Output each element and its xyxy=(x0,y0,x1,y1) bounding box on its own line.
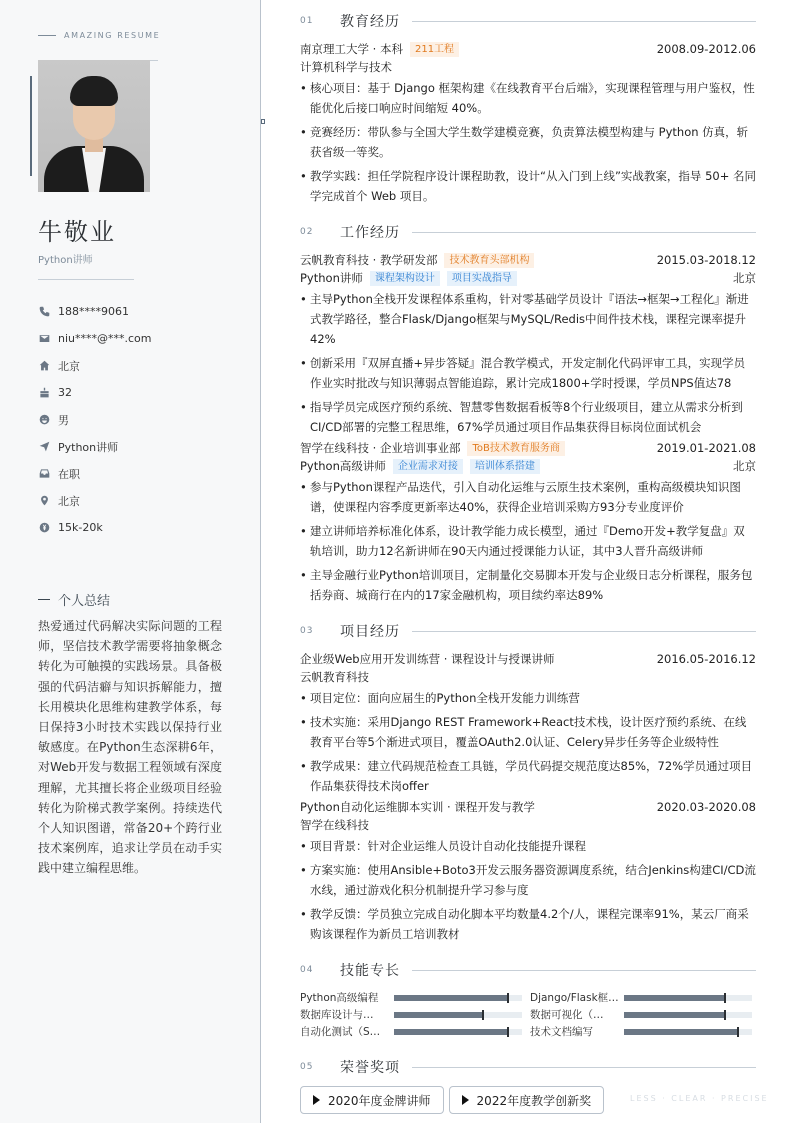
list-item: • 参与Python课程产品迭代，引入自动化运维与云原生技术案例，重构高级模块知识图谱，使课程内容季度更新率达40%，获得企业培训采购方93分专业度评价 xyxy=(300,477,756,517)
work-header xyxy=(300,439,756,457)
list-item: • 教学实践：担任学院程序设计课程助教，设计“从入门到上线”实战教案，指导 50+ 名同学完成首个 Web 项目。 xyxy=(300,166,756,206)
project-date: 2020.03-2020.08 xyxy=(656,800,756,814)
work-date: 2019.01-2021.08 xyxy=(656,441,756,455)
work-subheader xyxy=(300,457,756,475)
school-name: 南京理工大学 · 本科 xyxy=(300,42,403,56)
play-icon xyxy=(462,1095,469,1105)
summary-dash xyxy=(38,599,50,600)
list-item: • 项目定位：面向应届生的Python全栈开发能力训练营 xyxy=(300,688,756,708)
work-city: 北京 xyxy=(733,459,756,473)
section-title: 教育经历 xyxy=(340,14,400,30)
section-number: 04 xyxy=(300,965,314,975)
summary-title xyxy=(38,590,110,609)
list-item: • 教学成果：建立代码规范检查工具链，学员代码提交规范度达85%，72%学员通过项目作品集获得技术岗offer xyxy=(300,756,756,796)
contact-position xyxy=(38,433,152,460)
skill-tag: 培训体系搭建 xyxy=(470,459,540,474)
contact-city xyxy=(38,352,152,379)
list-item: • 竞赛经历：带队参与全国大学生数学建模竞赛，负责算法模型构建与 Python 仿真，斩获省级一等奖。 xyxy=(300,122,756,162)
summary-title-text: 个人总结 xyxy=(58,594,111,609)
list-item: • 技术实施：采用Django REST Framework+React技术栈，设计医疗预约系统、在线教育平台等5个渐进式项目，覆盖OAuth2.0认证、Celery异步任务等企业级特性 xyxy=(300,712,756,752)
section-number: 01 xyxy=(300,16,314,26)
section-rule xyxy=(412,1067,756,1068)
section-title: 荣誉奖项 xyxy=(340,1060,400,1076)
contact-text: 188****9061 xyxy=(58,305,129,318)
section-rule xyxy=(412,970,756,971)
skill-item xyxy=(530,1024,756,1039)
skill-item xyxy=(530,990,756,1005)
skill-level-fill xyxy=(394,1012,484,1018)
award-label: 2020年度金牌讲师 xyxy=(328,1093,431,1108)
work-entry xyxy=(300,251,756,441)
company-tag: ToB技术教育服务商 xyxy=(467,441,564,456)
contact-text: Python讲师 xyxy=(58,440,119,454)
profile-photo xyxy=(38,60,150,192)
play-icon xyxy=(313,1095,320,1105)
contact-email xyxy=(38,325,152,352)
section-number: 03 xyxy=(300,626,314,636)
project-org: 云帆教育科技 xyxy=(300,670,369,684)
mail-icon xyxy=(38,333,50,345)
project-header xyxy=(300,798,756,816)
project-entry xyxy=(300,798,756,948)
project-name: 企业级Web应用开发训练营 · 课程设计与授课讲师 xyxy=(300,652,555,666)
skill-level-fill xyxy=(394,995,509,1001)
smile-icon xyxy=(38,414,50,426)
project-date: 2016.05-2016.12 xyxy=(656,652,756,666)
education-major: 计算机科学与技术 xyxy=(300,60,392,74)
contact-text: 在职 xyxy=(58,467,80,481)
skill-level-fill xyxy=(624,1029,739,1035)
section-number: 02 xyxy=(300,227,314,237)
list-item: • 建立讲师培养标准化体系，设计教学能力成长模型，通过『Demo开发+教学复盘』双轨培训，助力12名新讲师在90天内通过授课能力认证，其中3人晋升高级讲师 xyxy=(300,521,756,561)
list-item: • 教学反馈：学员独立完成自动化脚本平均数量4.2个/人，课程完课率91%，某云厂商采购该课程作为新员工培训教材 xyxy=(300,904,756,944)
contact-text: 男 xyxy=(58,413,69,427)
award-label: 2022年度教学创新奖 xyxy=(476,1093,592,1108)
school-tag: 211工程 xyxy=(410,42,459,57)
section-title: 技能专长 xyxy=(340,963,400,979)
contact-location xyxy=(38,487,152,514)
skill-item xyxy=(300,1007,530,1022)
company-tag: 技术教育头部机构 xyxy=(444,253,534,268)
section-number: 05 xyxy=(300,1062,314,1072)
education-entry xyxy=(300,40,756,210)
work-points xyxy=(300,289,756,437)
section-rule xyxy=(412,21,756,22)
job-title: Python讲师 xyxy=(300,271,363,285)
connector-marker xyxy=(261,119,265,124)
brand-text: AMAZING RESUME xyxy=(64,31,161,40)
skill-name: Python高级编程 xyxy=(300,992,379,1004)
section-header-awards xyxy=(300,1057,756,1077)
skill-name: 数据库设计与… xyxy=(300,1009,374,1021)
skill-tag: 课程架构设计 xyxy=(370,271,440,286)
brand xyxy=(38,31,160,40)
contact-list xyxy=(38,298,152,541)
skill-bar xyxy=(394,1012,522,1018)
money-icon xyxy=(38,522,50,534)
project-header xyxy=(300,650,756,668)
work-date: 2015.03-2018.12 xyxy=(656,253,756,267)
photo-accent-bar xyxy=(30,76,32,176)
skill-name: 技术文档编写 xyxy=(530,1026,593,1038)
education-points xyxy=(300,78,756,206)
skill-level-fill xyxy=(624,1012,726,1018)
section-rule xyxy=(412,232,756,233)
profile-role: Python讲师 xyxy=(38,255,93,266)
education-date: 2008.09-2012.06 xyxy=(656,42,756,56)
skill-tag: 项目实战指导 xyxy=(447,271,517,286)
skill-name: Django/Flask框… xyxy=(530,992,619,1004)
project-points xyxy=(300,836,756,944)
section-title: 项目经历 xyxy=(340,624,400,640)
home-icon xyxy=(38,360,50,372)
award-badge[interactable] xyxy=(449,1086,605,1114)
job-title: Python高级讲师 xyxy=(300,459,386,473)
skill-name: 数据可视化（… xyxy=(530,1009,604,1021)
project-points xyxy=(300,688,756,796)
contact-text: 32 xyxy=(58,386,72,399)
project-org: 智学在线科技 xyxy=(300,818,369,832)
list-item: • 指导学员完成医疗预约系统、智慧零售数据看板等8个行业级项目，建立从需求分析到CI/CD部署的完整工程思维，67%学员通过项目作品集获得目标岗位面试机会 xyxy=(300,397,756,437)
project-entry xyxy=(300,650,756,800)
divider xyxy=(38,279,134,280)
work-header xyxy=(300,251,756,269)
award-badge[interactable] xyxy=(300,1086,444,1114)
contact-status xyxy=(38,460,152,487)
send-icon xyxy=(38,441,50,453)
list-item: • 方案实施：使用Ansible+Boto3开发云服务器资源调度系统，结合Jenkins构建CI/CD流水线，通过游戏化积分机制提升学习参与度 xyxy=(300,860,756,900)
work-subheader xyxy=(300,269,756,287)
company-name: 智学在线科技 · 企业培训事业部 xyxy=(300,441,461,455)
section-rule xyxy=(412,631,756,632)
contact-gender xyxy=(38,406,152,433)
skill-item xyxy=(300,1024,530,1039)
skill-tag: 企业需求对接 xyxy=(393,459,463,474)
list-item: • 创新采用『双屏直播+异步答疑』混合教学模式，开发定制化代码评审工具，实现学员作业实时批改与知识薄弱点智能追踪，累计完成1800+学时授课，学员NPS值达78 xyxy=(300,353,756,393)
skill-bar xyxy=(394,1029,522,1035)
phone-icon xyxy=(38,306,50,318)
contact-text: 北京 xyxy=(58,494,80,508)
contact-salary xyxy=(38,514,152,541)
section-header-skills xyxy=(300,960,756,980)
section-header-education xyxy=(300,11,756,31)
project-name: Python自动化运维脚本实训 · 课程开发与教学 xyxy=(300,800,535,814)
contact-text: 北京 xyxy=(58,359,80,373)
skill-item xyxy=(300,990,530,1005)
section-title: 工作经历 xyxy=(340,225,400,241)
education-header xyxy=(300,40,756,58)
skill-bar xyxy=(624,1012,752,1018)
skill-name: 自动化测试（S… xyxy=(300,1026,381,1038)
skill-bar xyxy=(624,1029,752,1035)
summary-text: 热爱通过代码解决实际问题的工程师，坚信技术教学需要将抽象概念转化为可触摸的实践场景。具备极强的代码洁癖与知识拆解能力，擅长用模块化思维构建教学体系，每日保持3小时技术实践以保持行业敏感度。在Python生态深耕6年，对Web开发与数据工程领域有深度理解，尤其擅长将企业级项目经验转化为阶梯式教学案例。持续迭代个人知识图谱，常备20+个跨行业技术案例库，追求让学员在动手实践中建立编程思维。 xyxy=(38,619,222,876)
contact-text: niu****@***.com xyxy=(58,332,152,345)
sidebar xyxy=(0,0,261,1123)
skill-bar xyxy=(624,995,752,1001)
list-item: • 主导Python全栈开发课程体系重构，针对零基础学员设计『语法→框架→工程化』渐进式教学路径，整合Flask/Django框架与MySQL/Redis中间件技术栈，课程完课率提升42% xyxy=(300,289,756,349)
work-entry xyxy=(300,439,756,609)
cake-icon xyxy=(38,387,50,399)
work-city: 北京 xyxy=(733,271,756,285)
skill-item xyxy=(530,1007,756,1022)
skills-grid xyxy=(300,990,756,1039)
skill-level-fill xyxy=(394,1029,509,1035)
company-name: 云帆教育科技 · 教学研发部 xyxy=(300,253,438,267)
work-points xyxy=(300,477,756,605)
skill-level-fill xyxy=(624,995,726,1001)
awards-list xyxy=(300,1086,604,1114)
section-header-projects xyxy=(300,621,756,641)
list-item: • 核心项目：基于 Django 框架构建《在线教育平台后端》，实现课程管理与用户鉴权，性能优化后接口响应时间缩短 40%。 xyxy=(300,78,756,118)
section-header-work xyxy=(300,222,756,242)
contact-text: 15k-20k xyxy=(58,521,103,534)
skill-bar xyxy=(394,995,522,1001)
profile-name: 牛敬业 xyxy=(38,218,116,246)
brand-rule xyxy=(38,35,56,36)
list-item: • 主导金融行业Python培训项目，定制量化交易脚本开发与企业级日志分析课程，服务包括券商、城商行在内的17家金融机构，项目续约率达89% xyxy=(300,565,756,605)
location-icon xyxy=(38,495,50,507)
list-item: • 项目背景：针对企业运维人员设计自动化技能提升课程 xyxy=(300,836,756,856)
contact-age xyxy=(38,379,152,406)
contact-phone xyxy=(38,298,152,325)
inbox-icon xyxy=(38,468,50,480)
footer-tagline: LESS · CLEAR · PRECISE xyxy=(630,1094,769,1103)
